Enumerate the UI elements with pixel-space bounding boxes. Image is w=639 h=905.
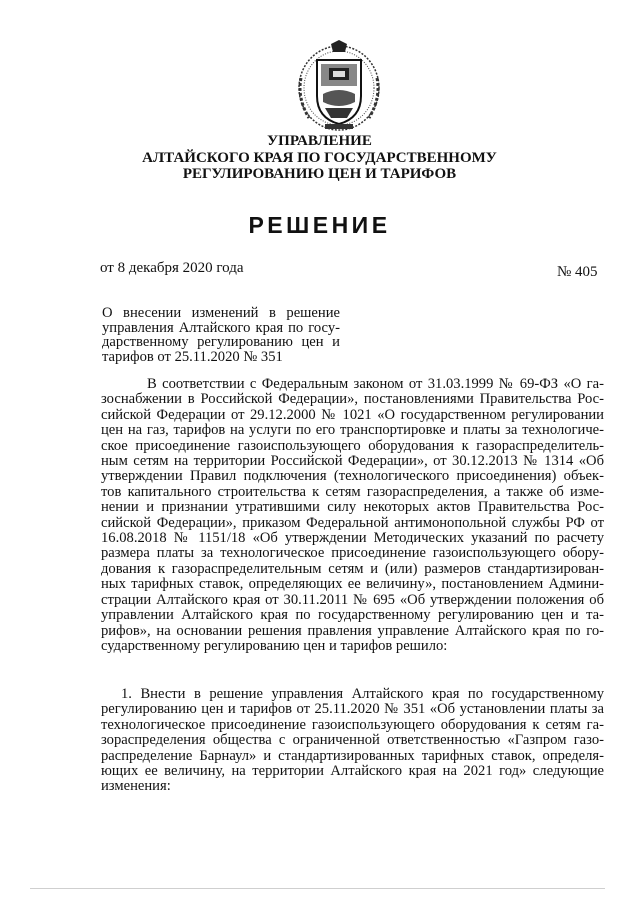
coat-of-arms-emblem — [295, 38, 383, 132]
paragraph-line: страции Алтайского края от 30.11.2011 № 695 «Об утверждении положения об — [101, 591, 604, 608]
paragraph-line: рифов», на основании решения правления управление Алтайского края по го- — [101, 622, 604, 639]
paragraph-line: тов капитального строительства к сетям газораспределения, а также об изме- — [101, 483, 604, 500]
paragraph-line: сударственному регулированию цен и тарифов решило: — [101, 637, 448, 654]
paragraph-line: управлении Алтайского края по государственному регулированию цен и та- — [101, 607, 604, 624]
paragraph-line: ющих ее величину, на территории Алтайского края на 2021 год» следующие — [101, 763, 604, 780]
subject-line: управления Алтайского края по госу- — [102, 319, 340, 336]
paragraph-line: ным сетям на территории Российской Федерации», от 30.12.2013 № 1314 «Об — [101, 453, 604, 470]
item-1-paragraph — [101, 687, 604, 795]
paragraph-line: сийской Федерации», приказом Федеральной антимонопольной службы РФ от — [101, 514, 604, 531]
paragraph-line: регулированию цен и тарифов от 25.11.2020 № 351 «Об установлении платы за — [101, 701, 604, 718]
paragraph-line: сийской Федерации от 29.12.2000 № 1021 «О государственном регулировании — [101, 406, 604, 423]
paragraph-line: ское присоединение газоиспользующего оборудования к газораспределитель- — [101, 437, 604, 454]
paragraph-line: изменения: — [101, 778, 171, 795]
org-title-line-3: РЕГУЛИРОВАНИЮ ЦЕН И ТАРИФОВ — [182, 166, 457, 182]
paragraph-line: зоснабжении в Российской Федерации», постановлениями Правительства Рос- — [101, 391, 604, 408]
scan-edge-line — [30, 888, 605, 889]
paragraph-line: ных тарифных ставок, определяющих ее величину», постановлением Админи- — [101, 576, 604, 593]
subject-line: дарственному регулированию цен и — [102, 334, 340, 350]
document-date: от 8 декабря 2020 года — [100, 260, 244, 276]
paragraph-line: утверждении Правил подключения (технологического присоединения) объек- — [101, 468, 604, 485]
paragraph-line: технологическое присоединение газоиспользующего оборудования к сетям га- — [101, 716, 604, 733]
paragraph-line: В соответствии с Федеральным законом от 31.03.1999 № 69-ФЗ «О га- — [147, 376, 604, 392]
paragraph-line: 16.08.2018 № 1151/18 «Об утверждении Методических указаний по расчету — [101, 530, 604, 547]
subject-block — [102, 306, 340, 364]
paragraph-line: нении и признании утратившими силу некоторых актов Правительства Рос- — [101, 499, 604, 516]
paragraph-line: размера платы за технологическое присоединение газоиспользующего обору- — [101, 545, 604, 562]
document-type-title: РЕШЕНИЕ — [248, 212, 391, 238]
subject-line: тарифов от 25.11.2020 № 351 — [102, 348, 283, 365]
org-title-line-1: УПРАВЛЕНИЕ — [267, 133, 372, 149]
paragraph-line: цен на газ, тарифов на услуги по его транспортировке и платы за технологиче- — [101, 422, 604, 439]
paragraph-line: зораспределения общества с ограниченной ответственностью «Газпром газо- — [101, 732, 604, 749]
paragraph-line: дования к газораспределительным сетям и (или) размеров стандартизирован- — [101, 560, 604, 577]
preamble-paragraph — [101, 377, 604, 654]
org-title-line-2: АЛТАЙСКОГО КРАЯ ПО ГОСУДАРСТВЕННОМУ — [142, 150, 497, 166]
subject-line: О внесении изменений в решение — [102, 305, 340, 321]
paragraph-line: распределение Барнаул» и стандартизированных тарифных ставок, определя- — [101, 747, 604, 764]
document-number: № 405 — [557, 264, 598, 280]
paragraph-line: 1. Внести в решение управления Алтайского края по государственному — [121, 686, 604, 702]
